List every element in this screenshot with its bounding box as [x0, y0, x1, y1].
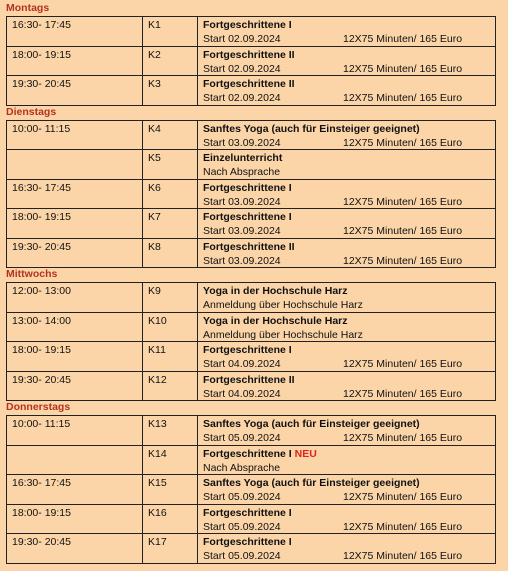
course-time-label: 19:30- 20:45	[12, 536, 71, 548]
course-info: Nach Absprache	[203, 166, 281, 178]
course-row	[6, 341, 496, 372]
day-header: Donnerstags	[6, 401, 71, 413]
course-time-label: 18:00- 19:15	[12, 344, 71, 356]
course-code	[143, 372, 198, 401]
course-price: 12X75 Minuten/ 165 Euro	[343, 225, 463, 237]
course-description	[198, 372, 495, 401]
course-time	[7, 446, 143, 475]
course-info: Start 05.09.2024	[203, 491, 281, 503]
course-description	[198, 416, 495, 445]
course-info-line	[203, 461, 495, 475]
course-price: 12X75 Minuten/ 165 Euro	[343, 550, 463, 562]
course-row	[6, 504, 496, 535]
course-info: Anmeldung über Hochschule Harz	[203, 328, 363, 341]
course-description	[198, 283, 495, 312]
course-info: Start 05.09.2024	[203, 432, 281, 444]
course-code-label: K3	[148, 78, 161, 90]
course-info: Start 03.09.2024	[203, 254, 281, 267]
course-code-label: K8	[148, 240, 161, 253]
course-info-line	[203, 387, 495, 401]
course-time	[7, 76, 143, 105]
course-price: 12X75 Minuten/ 165 Euro	[343, 432, 463, 444]
course-row	[6, 371, 496, 402]
course-title: Fortgeschrittene I	[203, 344, 292, 356]
course-code	[143, 239, 198, 268]
course-description	[198, 534, 495, 563]
course-title: Fortgeschrittene II	[203, 373, 295, 386]
course-price: 12X75 Minuten/ 165 Euro	[343, 358, 463, 370]
course-info: Start 03.09.2024	[203, 136, 281, 149]
course-info-line	[203, 32, 495, 46]
course-info-line	[203, 91, 495, 105]
course-info-line	[203, 490, 495, 504]
course-code	[143, 209, 198, 238]
course-info: Start 04.09.2024	[203, 387, 281, 400]
course-description	[198, 17, 495, 46]
course-description	[198, 76, 495, 105]
course-info-line	[203, 431, 495, 445]
course-row	[6, 533, 496, 564]
course-time	[7, 239, 143, 268]
course-info: Start 02.09.2024	[203, 92, 281, 104]
course-info-line	[203, 254, 495, 268]
course-info-line	[203, 549, 495, 563]
course-row	[6, 445, 496, 476]
course-description	[198, 446, 495, 475]
course-info-line	[203, 165, 495, 179]
course-code	[143, 17, 198, 46]
course-price: 12X75 Minuten/ 165 Euro	[343, 136, 463, 149]
course-time	[7, 180, 143, 209]
course-description	[198, 505, 495, 534]
course-time-label	[12, 151, 142, 165]
course-info: Start 05.09.2024	[203, 520, 281, 533]
course-code-label: K17	[148, 536, 167, 548]
course-price: 12X75 Minuten/ 165 Euro	[343, 195, 463, 208]
course-code-label: K1	[148, 19, 161, 31]
course-price: 12X75 Minuten/ 165 Euro	[343, 387, 463, 400]
course-description	[198, 239, 495, 268]
course-code	[143, 416, 198, 445]
course-price: 12X75 Minuten/ 165 Euro	[343, 491, 463, 503]
course-description	[198, 342, 495, 371]
course-time-label: 13:00- 14:00	[12, 314, 71, 327]
course-code-label: K5	[148, 152, 161, 164]
course-price: 12X75 Minuten/ 165 Euro	[343, 254, 463, 267]
course-code-label: K10	[148, 314, 167, 327]
course-price: 12X75 Minuten/ 165 Euro	[343, 62, 463, 75]
course-info: Anmeldung über Hochschule Harz	[203, 299, 363, 311]
course-code	[143, 313, 198, 342]
course-row	[6, 208, 496, 239]
course-code	[143, 342, 198, 371]
course-title: Fortgeschrittene II	[203, 240, 295, 253]
course-code	[143, 283, 198, 312]
course-time-label: 19:30- 20:45	[12, 240, 71, 253]
course-description	[198, 150, 495, 179]
course-row	[6, 149, 496, 180]
course-info: Nach Absprache	[203, 461, 281, 474]
course-time	[7, 372, 143, 401]
course-code-label: K7	[148, 211, 161, 223]
course-description	[198, 313, 495, 342]
course-price: 12X75 Minuten/ 165 Euro	[343, 92, 463, 104]
course-time	[7, 475, 143, 504]
course-code-label: K2	[148, 48, 161, 61]
day-header: Mittwochs	[6, 268, 58, 280]
course-info-line	[203, 136, 495, 150]
day-header: Montags	[6, 2, 50, 14]
course-time-label: 16:30- 17:45	[12, 477, 71, 489]
course-time	[7, 534, 143, 563]
course-row	[6, 415, 496, 446]
course-time-label: 19:30- 20:45	[12, 78, 71, 90]
course-price: 12X75 Minuten/ 165 Euro	[343, 520, 463, 533]
course-title: Sanftes Yoga (auch für Einsteiger geeignet)	[203, 477, 420, 489]
course-title: Fortgeschrittene I NEU	[203, 447, 317, 460]
course-row	[6, 474, 496, 505]
course-row	[6, 238, 496, 269]
course-row	[6, 16, 496, 47]
course-info: Start 04.09.2024	[203, 358, 281, 370]
course-time-label: 16:30- 17:45	[12, 181, 71, 194]
course-title: Fortgeschrittene II	[203, 48, 295, 61]
course-code	[143, 475, 198, 504]
course-time-label: 19:30- 20:45	[12, 373, 71, 386]
course-code	[143, 150, 198, 179]
course-code-label: K14	[148, 447, 167, 460]
course-code	[143, 47, 198, 76]
course-info: Start 02.09.2024	[203, 62, 281, 75]
course-info-line	[203, 298, 495, 312]
course-code	[143, 534, 198, 563]
course-time	[7, 150, 143, 179]
course-time-label: 18:00- 19:15	[12, 506, 71, 519]
course-description	[198, 180, 495, 209]
course-time-label: 10:00- 11:15	[12, 122, 71, 135]
course-info: Start 02.09.2024	[203, 33, 281, 45]
course-time	[7, 283, 143, 312]
course-code-label: K15	[148, 477, 167, 489]
course-title: Fortgeschrittene I	[203, 211, 292, 223]
course-info-line	[203, 62, 495, 76]
course-title: Yoga in der Hochschule Harz	[203, 314, 348, 327]
course-code-label: K6	[148, 181, 161, 194]
course-code	[143, 446, 198, 475]
course-title: Fortgeschrittene I	[203, 506, 292, 519]
course-code	[143, 505, 198, 534]
course-time	[7, 416, 143, 445]
course-time-label: 10:00- 11:15	[12, 418, 71, 430]
course-time	[7, 121, 143, 150]
course-title: Sanftes Yoga (auch für Einsteiger geeignet)	[203, 122, 420, 135]
course-row	[6, 75, 496, 106]
course-title: Einzelunterricht	[203, 152, 283, 164]
course-time-label: 18:00- 19:15	[12, 48, 71, 61]
course-time	[7, 47, 143, 76]
course-title: Yoga in der Hochschule Harz	[203, 285, 348, 297]
course-time	[7, 17, 143, 46]
course-info-line	[203, 520, 495, 534]
course-title: Fortgeschrittene II	[203, 78, 295, 90]
course-code-label: K16	[148, 506, 167, 519]
course-title: Fortgeschrittene I	[203, 181, 292, 194]
course-title: Fortgeschrittene I	[203, 536, 292, 548]
course-info: Start 05.09.2024	[203, 550, 281, 562]
course-code-label: K13	[148, 418, 167, 430]
course-code-label: K12	[148, 373, 167, 386]
course-info: Start 03.09.2024	[203, 225, 281, 237]
course-code	[143, 180, 198, 209]
course-info-line	[203, 357, 495, 371]
course-row	[6, 46, 496, 77]
course-code	[143, 76, 198, 105]
course-description	[198, 475, 495, 504]
course-time	[7, 209, 143, 238]
course-row	[6, 120, 496, 151]
course-code-label: K11	[148, 344, 166, 356]
course-price: 12X75 Minuten/ 165 Euro	[343, 33, 463, 45]
course-description	[198, 209, 495, 238]
course-row	[6, 312, 496, 343]
course-row	[6, 179, 496, 210]
course-time	[7, 313, 143, 342]
course-info-line	[203, 195, 495, 209]
course-info-line	[203, 328, 495, 342]
course-time-label: 12:00- 13:00	[12, 285, 71, 297]
new-badge: NEU	[294, 447, 317, 460]
course-info: Start 03.09.2024	[203, 195, 281, 208]
course-time-label: 16:30- 17:45	[12, 19, 71, 31]
course-title: Fortgeschrittene I	[203, 19, 292, 31]
course-code-label: K9	[148, 285, 161, 297]
course-description	[198, 121, 495, 150]
day-header: Dienstags	[6, 105, 57, 118]
course-info-line	[203, 224, 495, 238]
course-title: Sanftes Yoga (auch für Einsteiger geeignet)	[203, 418, 420, 430]
course-time-label: 18:00- 19:15	[12, 211, 71, 223]
course-description	[198, 47, 495, 76]
course-time	[7, 505, 143, 534]
course-time	[7, 342, 143, 371]
course-time-label	[12, 447, 142, 461]
course-row	[6, 282, 496, 313]
course-code-label: K4	[148, 122, 161, 135]
course-code	[143, 121, 198, 150]
